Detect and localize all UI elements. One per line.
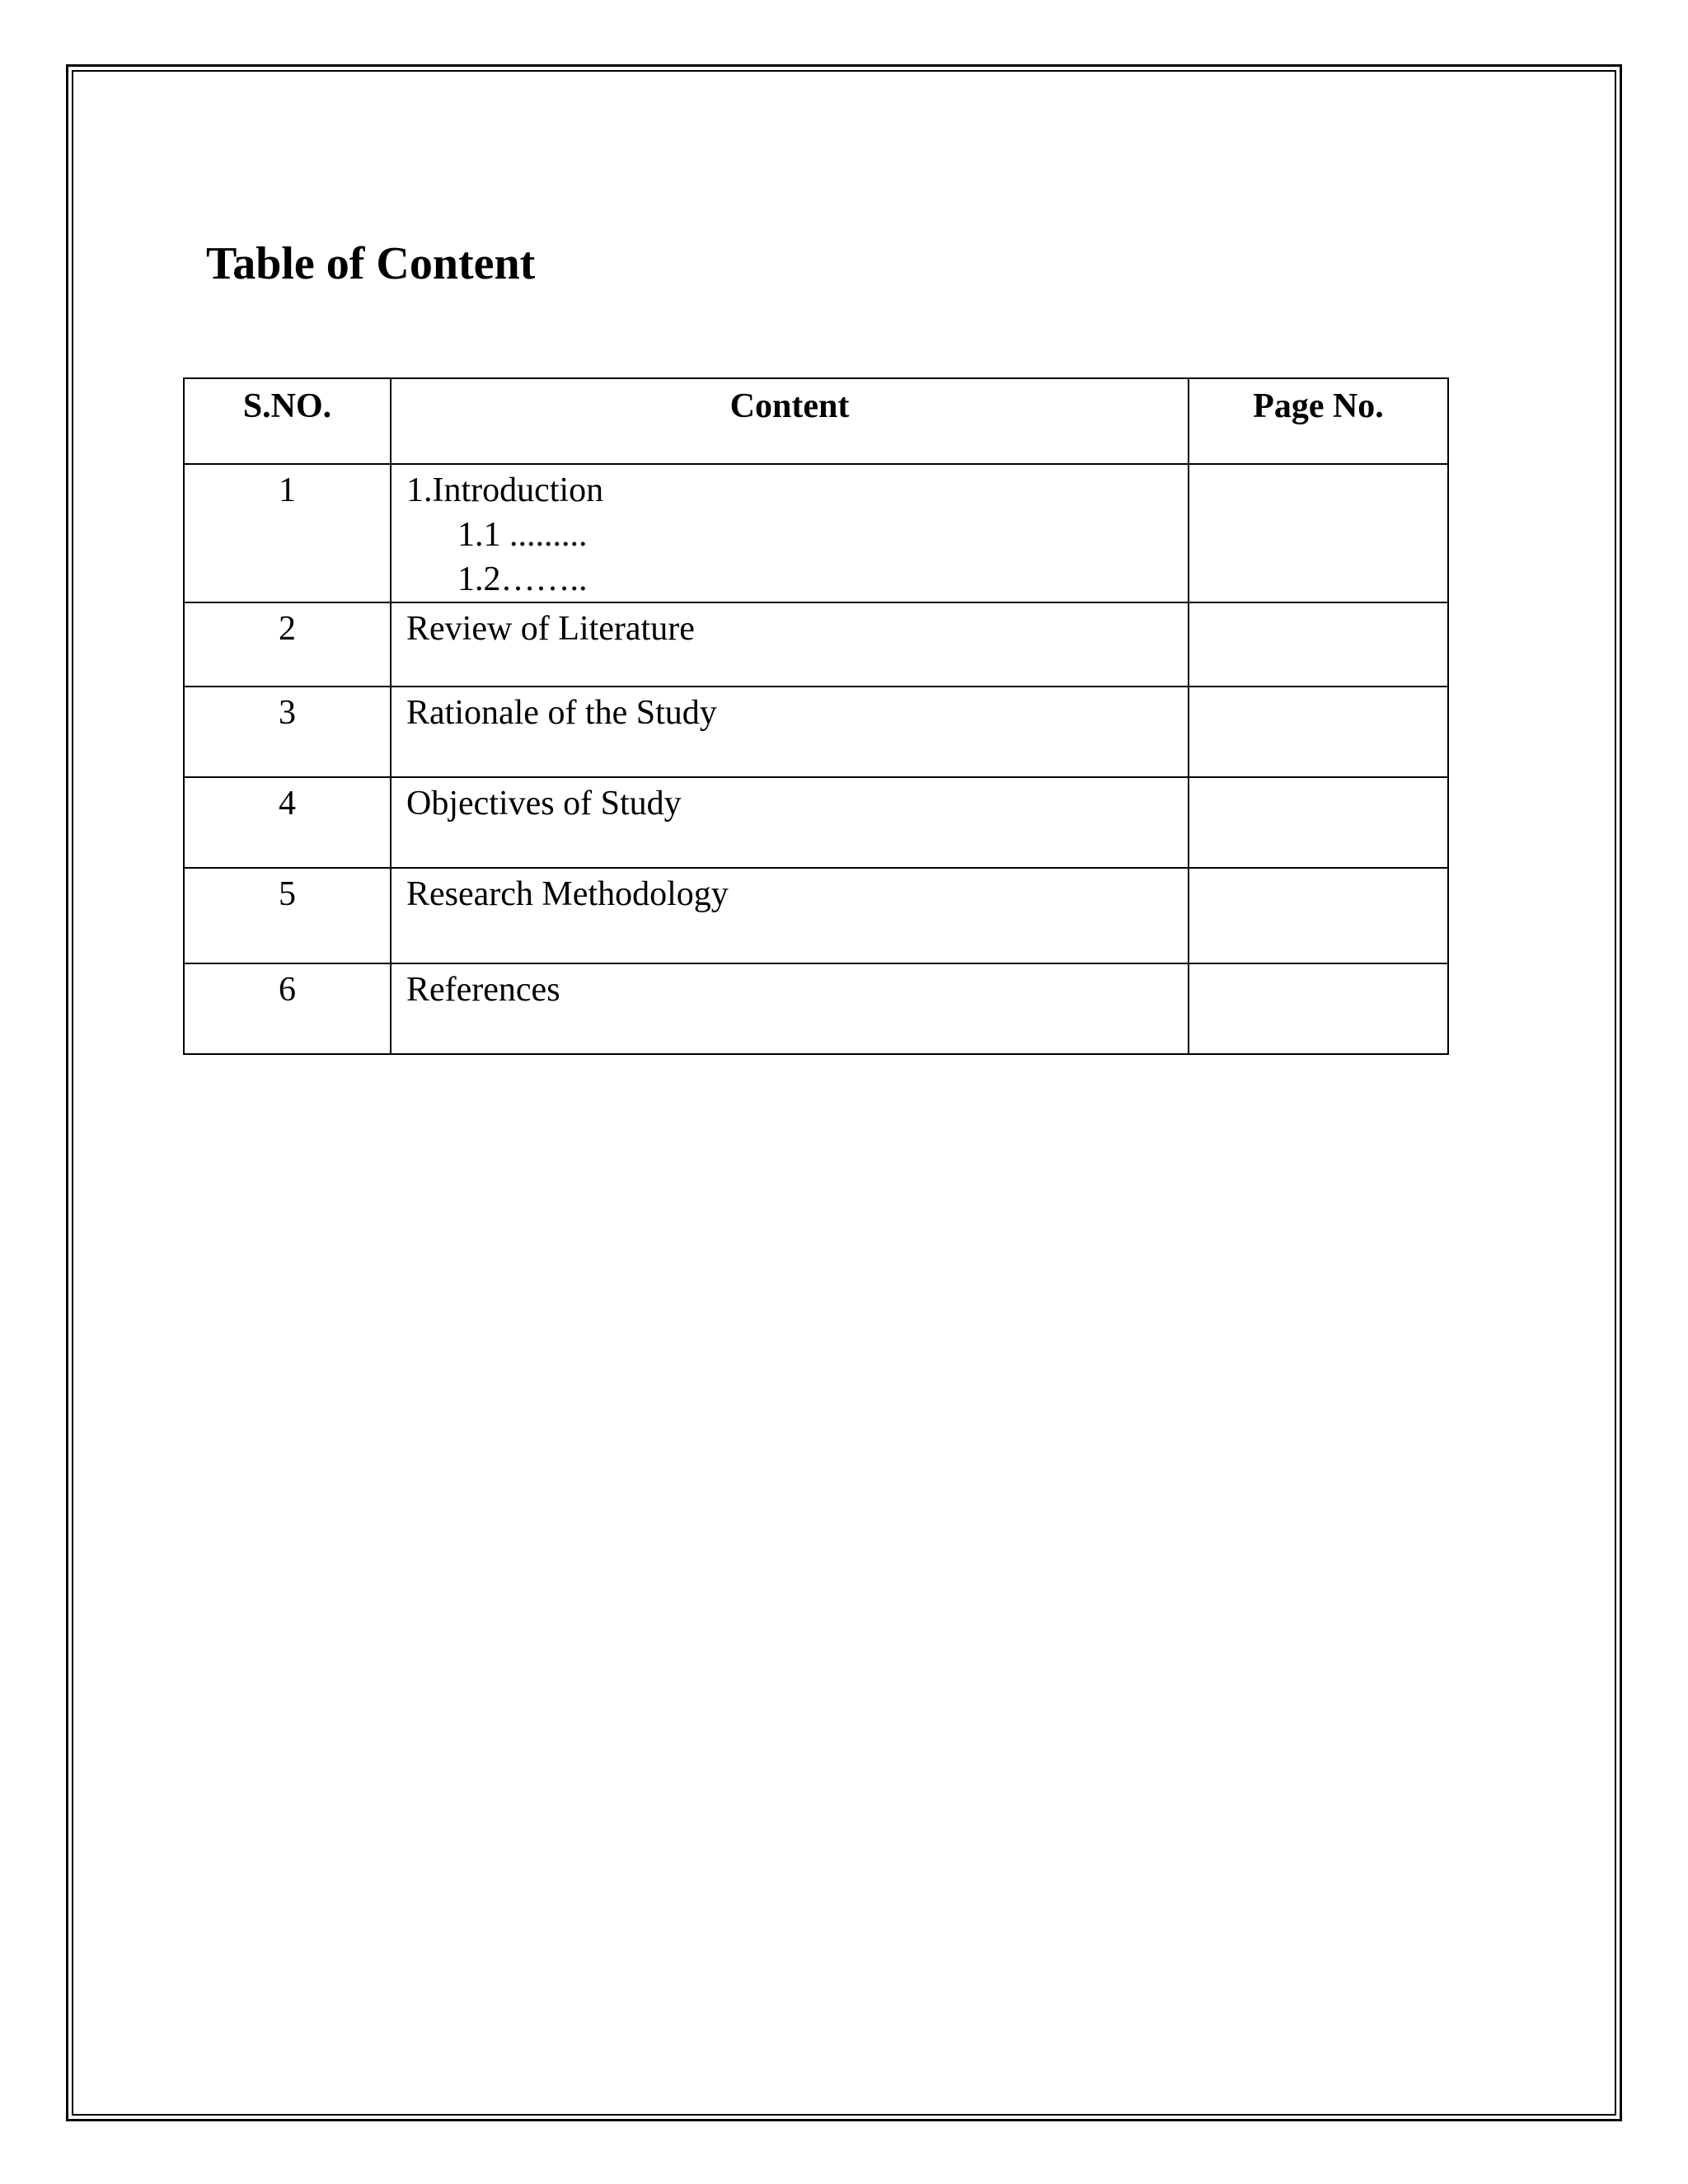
row-content: Research Methodology [391,868,1189,963]
row-sno: 6 [184,963,391,1054]
table-row [184,868,1448,963]
row-content: Objectives of Study [391,777,1189,868]
row-page-no [1189,602,1448,687]
table-row [184,687,1448,777]
row-page-no [1189,777,1448,868]
row-page-no [1189,464,1448,602]
table-row [184,777,1448,868]
header-sno: S.NO. [184,378,391,464]
row-sno: 2 [184,602,391,687]
table-of-contents [183,377,1449,1055]
row-content [391,464,1189,602]
table-row [184,602,1448,687]
header-page-no: Page No. [1189,378,1448,464]
row-content: References [391,963,1189,1054]
row-sno: 1 [184,464,391,602]
row-subitem: 1.1 ......... [457,516,588,554]
document-title: Table of Content [206,238,536,289]
row-subitem: 1.2…….. [457,560,588,598]
row-page-no [1189,687,1448,777]
table-row [184,464,1448,602]
row-page-no [1189,868,1448,963]
row-page-no [1189,963,1448,1054]
row-content: Review of Literature [391,602,1189,687]
row-sno: 3 [184,687,391,777]
table-header-row [184,378,1448,464]
row-sno: 5 [184,868,391,963]
row-sno: 4 [184,777,391,868]
row-content: Rationale of the Study [391,687,1189,777]
header-content: Content [391,378,1189,464]
table-row [184,963,1448,1054]
row-content-title: 1.Introduction [406,471,604,509]
